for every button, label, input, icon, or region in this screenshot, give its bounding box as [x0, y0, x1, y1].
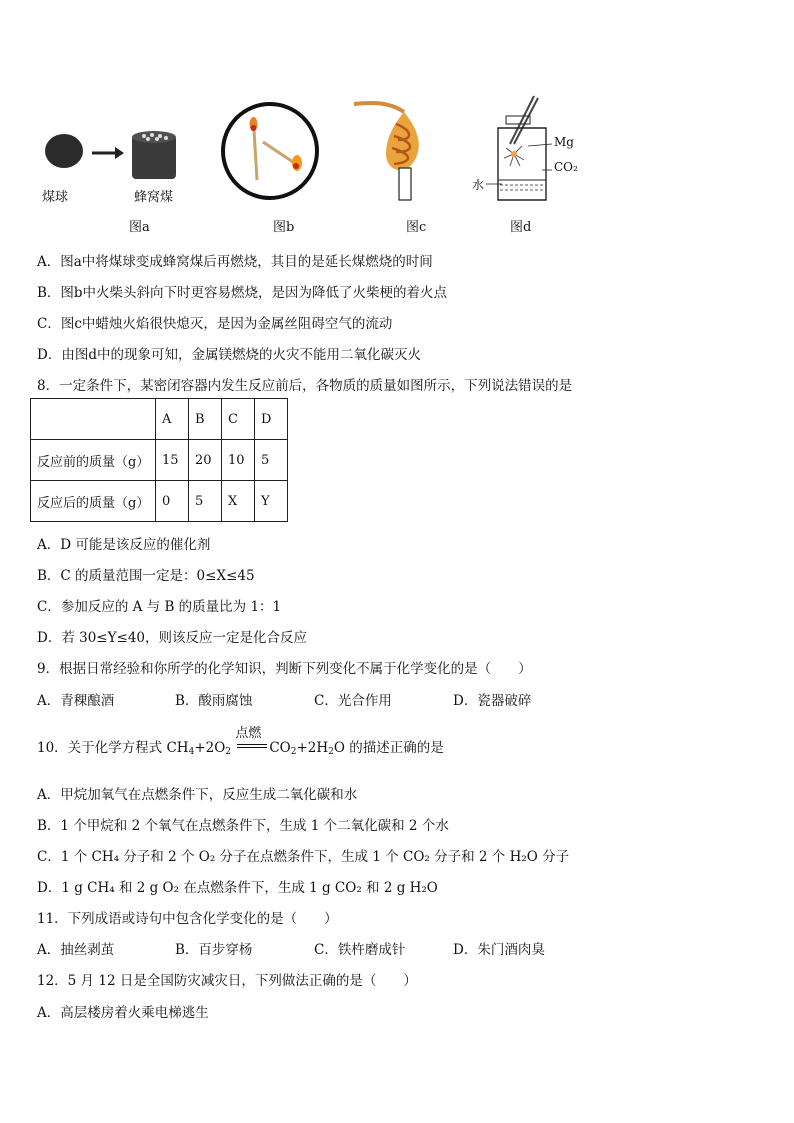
table-cell: 10: [222, 440, 255, 481]
q12-stem: 12．5 月 12 日是全国防灾减灾日，下列做法正确的是（ ）: [37, 973, 417, 989]
table-cell: 反应前的质量（g）: [31, 440, 156, 481]
table-cell: 0: [156, 481, 189, 522]
figure-a-label-coal-ball: 煤球: [42, 190, 69, 205]
candle-body: [399, 168, 411, 200]
table-row: [31, 440, 288, 481]
figure-d-label-water: 水: [472, 178, 485, 192]
figure-a-coal-illustration: [40, 125, 190, 185]
figure-d-caption: 图d: [510, 220, 532, 235]
q10-eq-left: +2O: [194, 740, 226, 756]
q7-option-b: B．图b中火柴头斜向下时更容易燃烧，是因为降低了火柴梗的着火点: [37, 285, 448, 301]
table-header-row: [31, 399, 288, 440]
q11-option-a: A．抽丝剥茧: [37, 942, 115, 958]
figure-b-match-illustration: [219, 100, 321, 202]
subscript: 4: [188, 747, 195, 757]
tilted-match: [263, 142, 293, 162]
q10-option-a: A．甲烷加氧气在点燃条件下，反应生成二氧化碳和水: [37, 787, 358, 803]
q8-mass-table: [30, 398, 288, 522]
q10-stem-prefix: 10．关于化学方程式 CH: [37, 740, 189, 756]
table-row: [31, 481, 288, 522]
q7-option-c: C．图c中蜡烛火焰很快熄灭，是因为金属丝阻碍空气的流动: [37, 316, 393, 332]
q10-eq-right-2: +2H: [296, 740, 329, 756]
table-cell: 20: [189, 440, 222, 481]
q7-option-d: D．由图d中的现象可知，金属镁燃烧的火灾不能用二氧化碳灭火: [37, 347, 421, 363]
wire-handle: [354, 103, 404, 112]
q8-option-c: C．参加反应的 A 与 B 的质量比为 1：1: [37, 599, 282, 615]
table-cell: C: [222, 399, 255, 440]
table-cell: 15: [156, 440, 189, 481]
q12-option-a: A．高层楼房着火乘电梯逃生: [37, 1005, 209, 1021]
table-cell: 5: [255, 440, 288, 481]
table-cell: Y: [255, 481, 288, 522]
table-cell: 反应后的质量（g）: [31, 481, 156, 522]
q10-stem: [37, 726, 444, 757]
q10-eq-right-3: O 的描述正确的是: [333, 740, 444, 756]
q8-option-d: D．若 30≤Y≤40，则该反应一定是化合反应: [37, 630, 308, 646]
q9-option-d: D．瓷器破碎: [453, 693, 532, 709]
coal-ball-shape: [45, 134, 83, 168]
upright-match: [254, 130, 257, 180]
q10-option-c: C．1 个 CH₄ 分子和 2 个 O₂ 分子在点燃条件下，生成 1 个 CO₂ 分子和 2 个 H₂O 分子: [37, 849, 570, 865]
q11-option-b: B．百步穿杨: [175, 942, 253, 958]
figure-d-label-co2: CO₂: [554, 160, 578, 174]
q10-option-d: D．1 g CH₄ 和 2 g O₂ 在点燃条件下，生成 1 g CO₂ 和 2 g H₂O: [37, 880, 438, 896]
q8-stem: 8．一定条件下，某密闭容器内发生反应前后，各物质的质量如图所示，下列说法错误的是: [37, 378, 573, 394]
subscript: 2: [225, 747, 232, 757]
table-cell: D: [255, 399, 288, 440]
arrow-head: [115, 147, 124, 159]
table-cell: A: [156, 399, 189, 440]
subscript: 2: [290, 747, 297, 757]
subscript: 2: [328, 747, 334, 757]
q8-option-b: B．C 的质量范围一定是：0≤X≤45: [37, 568, 255, 584]
gas-jar: [498, 128, 546, 200]
figure-b-caption: 图b: [273, 220, 295, 235]
q11-stem: 11．下列成语或诗句中包含化学变化的是（ ）: [37, 911, 338, 927]
q11-option-c: C．铁杵磨成针: [314, 942, 406, 958]
q10-eq-right-1: CO: [269, 740, 291, 756]
table-cell: [31, 399, 156, 440]
table-cell: B: [189, 399, 222, 440]
table-cell: 5: [189, 481, 222, 522]
q9-option-a: A．青稞酿酒: [37, 693, 115, 709]
reaction-arrow: [235, 726, 267, 752]
q9-option-c: C．光合作用: [314, 693, 392, 709]
figure-d-label-mg: Mg: [554, 135, 574, 149]
figure-c-candle-coil-illustration: [352, 96, 432, 202]
q8-option-a: A．D 可能是该反应的催化剂: [37, 537, 211, 553]
mg-pointer: [528, 144, 552, 146]
q9-option-b: B．酸雨腐蚀: [175, 693, 253, 709]
figure-c-caption: 图c: [406, 220, 427, 235]
q9-stem: 9．根据日常经验和你所学的化学知识，判断下列变化不属于化学变化的是（ ）: [37, 661, 532, 677]
figure-a-caption: 图a: [129, 220, 150, 235]
figure-a-label-honeycomb: 蜂窝煤: [134, 190, 174, 205]
reaction-condition: 点燃: [235, 726, 262, 741]
table-cell: X: [222, 481, 255, 522]
q7-option-a: A．图a中将煤球变成蜂窝煤后再燃烧，其目的是延长煤燃烧的时间: [37, 254, 433, 270]
q10-option-b: B．1 个甲烷和 2 个氧气在点燃条件下，生成 1 个二氧化碳和 2 个水: [37, 818, 449, 834]
q11-option-d: D．朱门酒肉臭: [453, 942, 545, 958]
